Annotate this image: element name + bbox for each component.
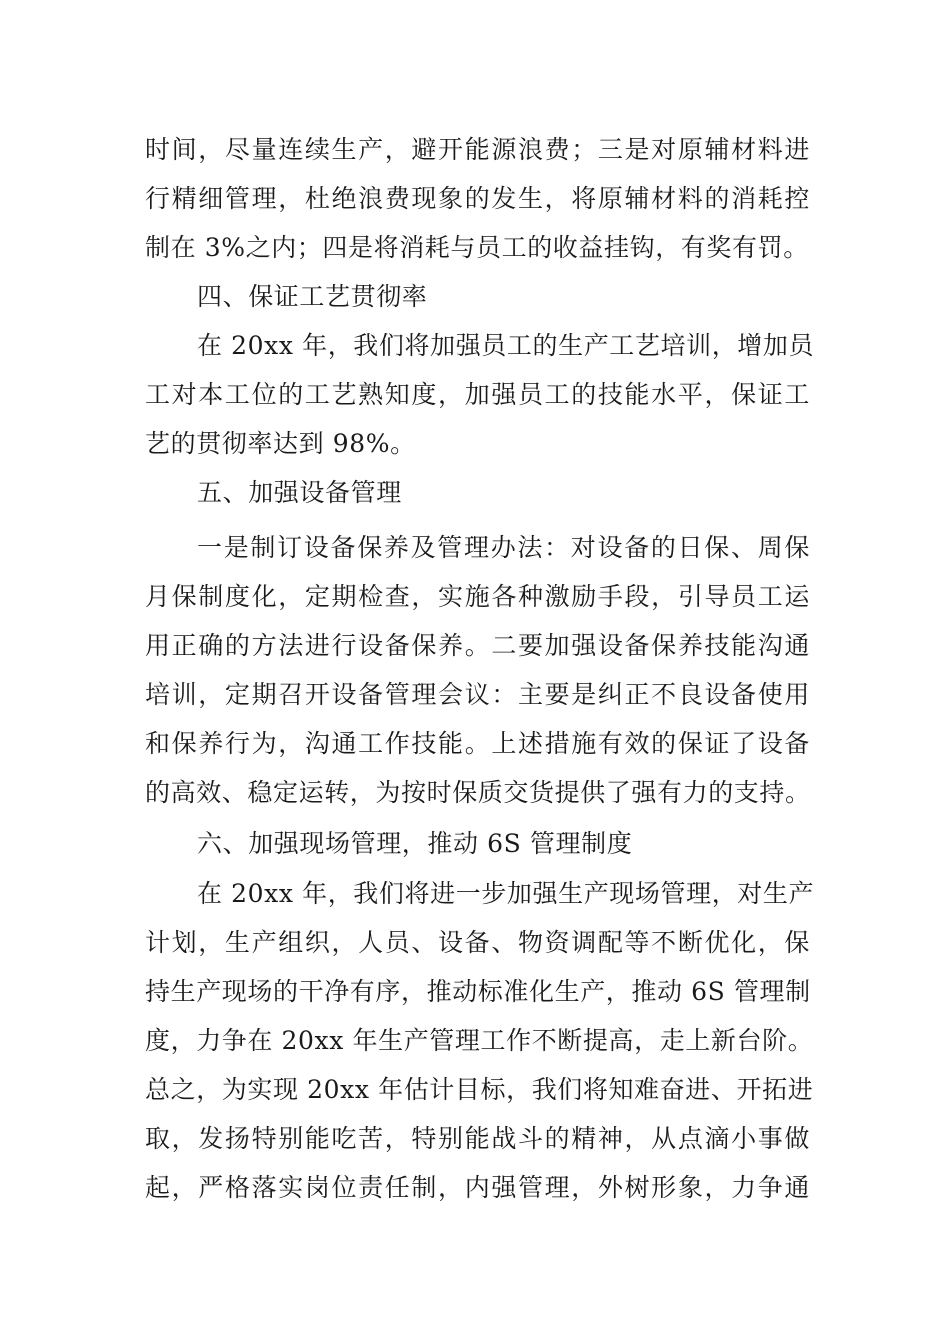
text-line: 的高效、稳定运转，为按时保质交货提供了强有力的支持。 — [145, 778, 811, 807]
text-line: 培训，定期召开设备管理会议：主要是纠正不良设备使用 — [145, 680, 810, 709]
text-line: 在 20xx 年，我们将进一步加强生产现场管理，对生产 — [197, 879, 815, 908]
text-line: 时间，尽量连续生产，避开能源浪费；三是对原辅材料进 — [145, 135, 810, 164]
text-line: 计划，生产组织，人员、设备、物资调配等不断优化，保 — [145, 928, 810, 957]
text-line: 在 20xx 年，我们将加强员工的生产工艺培训，增加员 — [197, 331, 815, 360]
text-line: 起，严格落实岗位责任制，内强管理，外树形象，力争通 — [145, 1173, 810, 1202]
text-line: 总之，为实现 20xx 年估计目标，我们将知难奋进、开拓进 — [145, 1075, 814, 1104]
text-line: 一是制订设备保养及管理办法：对设备的日保、周保 — [197, 533, 810, 562]
text-line: 艺的贯彻率达到 98%。 — [145, 429, 416, 458]
text-line: 月保制度化，定期检查，实施各种激励手段，引导员工运 — [145, 582, 810, 611]
section-heading: 六、加强现场管理，推动 6S 管理制度 — [197, 829, 633, 858]
text-line: 工对本工位的工艺熟知度，加强员工的技能水平，保证工 — [145, 380, 810, 409]
section-heading: 四、保证工艺贯彻率 — [197, 282, 428, 311]
text-line: 度，力争在 20xx 年生产管理工作不断提高，走上新台阶。 — [145, 1026, 814, 1055]
section-heading: 五、加强设备管理 — [197, 478, 402, 507]
text-line: 用正确的方法进行设备保养。二要加强设备保养技能沟通 — [145, 631, 810, 660]
text-line: 制在 3%之内；四是将消耗与员工的收益挂钩，有奖有罚。 — [145, 233, 809, 262]
text-line: 和保养行为，沟通工作技能。上述措施有效的保证了设备 — [145, 729, 810, 758]
text-line: 持生产现场的干净有序，推动标准化生产，推动 6S 管理制 — [145, 977, 811, 1006]
text-line: 行精细管理，杜绝浪费现象的发生，将原辅材料的消耗控 — [145, 184, 810, 213]
text-line: 取，发扬特别能吃苦，特别能战斗的精神，从点滴小事做 — [145, 1124, 810, 1153]
